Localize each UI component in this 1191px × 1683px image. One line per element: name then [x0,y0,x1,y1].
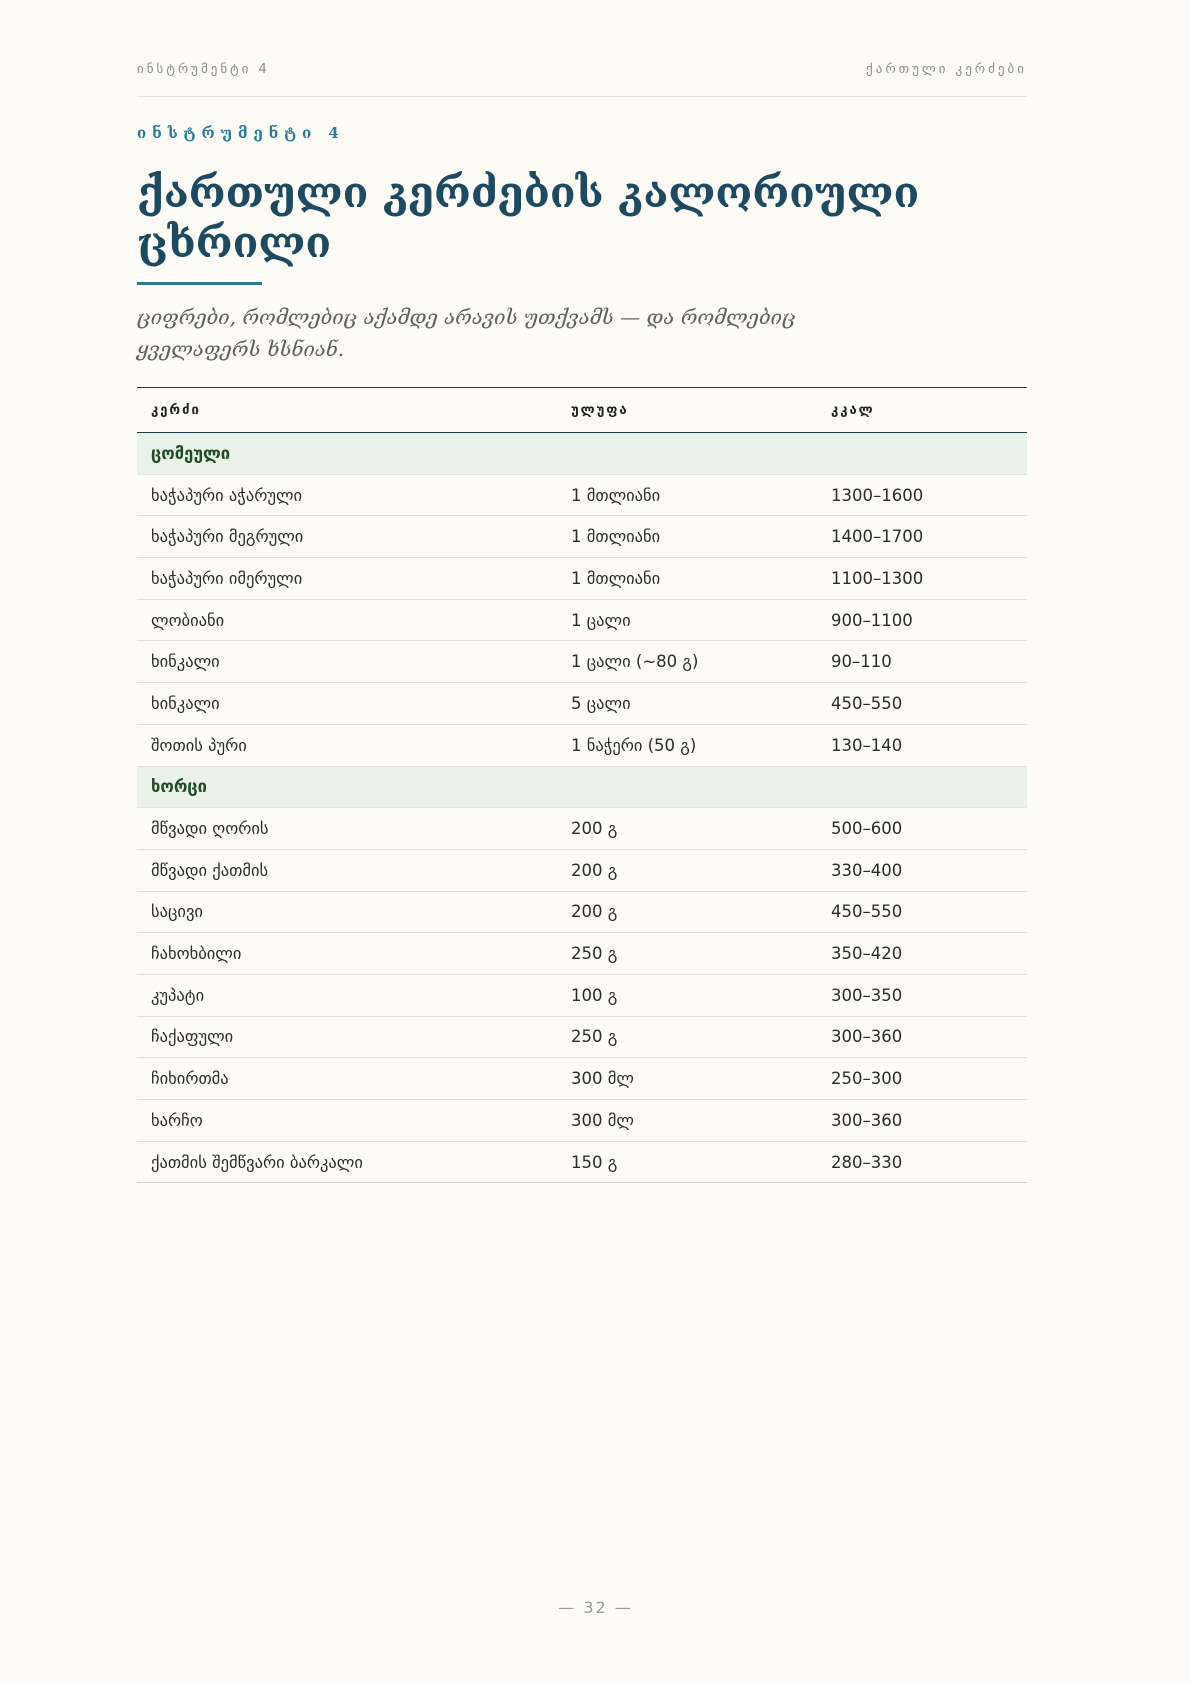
kcal-cell: 1300–1600 [817,474,1027,516]
page-title: ქართული კერძების კალორიული ცხრილი [137,168,920,267]
dish-cell: ქათმის შემწვარი ბარკალი [137,1141,557,1183]
portion-cell: 1 მთლიანი [557,474,817,516]
table-row [137,599,1027,641]
dish-cell: ხაჭაპური აჭარული [137,474,557,516]
table-row [137,1058,1027,1100]
table-row [137,558,1027,600]
kcal-cell: 300–360 [817,1016,1027,1058]
dish-cell: ხინკალი [137,641,557,683]
table-row [137,641,1027,683]
portion-cell: 250 გ [557,1016,817,1058]
page-number: — 32 — [558,1598,633,1617]
table-row [137,1141,1027,1183]
table-row [137,891,1027,933]
dish-cell: ჩახოხბილი [137,933,557,975]
group-row [137,433,1027,475]
portion-cell: 300 მლ [557,1058,817,1100]
kcal-cell: 450–550 [817,891,1027,933]
table-row [137,933,1027,975]
portion-cell: 200 გ [557,849,817,891]
kcal-cell: 300–360 [817,1100,1027,1142]
table-row [137,808,1027,850]
dish-cell: ჩიხირთმა [137,1058,557,1100]
table-row [137,516,1027,558]
table-row [137,683,1027,725]
portion-cell: 200 გ [557,891,817,933]
column-header-kcal: კკალ [817,388,1027,433]
portion-cell: 1 მთლიანი [557,516,817,558]
kcal-cell: 280–330 [817,1141,1027,1183]
portion-cell: 1 ნაჭერი (50 გ) [557,724,817,766]
kcal-cell: 90–110 [817,641,1027,683]
table-row [137,849,1027,891]
dish-cell: ჩაქაფული [137,1016,557,1058]
kcal-cell: 1100–1300 [817,558,1027,600]
portion-cell: 250 გ [557,933,817,975]
title-underline [137,282,262,285]
section-kicker: ინსტრუმენტი 4 [137,124,345,142]
kcal-cell: 450–550 [817,683,1027,725]
column-header-portion: ულუფა [557,388,817,433]
running-header-right: ქართული კერძები [866,62,1027,77]
portion-cell: 1 ცალი (~80 გ) [557,641,817,683]
dish-cell: კუპატი [137,974,557,1016]
portion-cell: 1 ცალი [557,599,817,641]
table-row [137,1100,1027,1142]
running-header-left: ინსტრუმენტი 4 [137,62,270,77]
portion-cell: 300 მლ [557,1100,817,1142]
kcal-cell: 130–140 [817,724,1027,766]
portion-cell: 200 გ [557,808,817,850]
dish-cell: ხაჭაპური იმერული [137,558,557,600]
kcal-cell: 500–600 [817,808,1027,850]
main-content [137,124,1027,1183]
kcal-cell: 1400–1700 [817,516,1027,558]
group-label: ცომეული [137,433,1027,475]
table-header-row [137,388,1027,433]
column-header-dish: კერძი [137,388,557,433]
dish-cell: მწვადი ქათმის [137,849,557,891]
dish-cell: საცივი [137,891,557,933]
portion-cell: 1 მთლიანი [557,558,817,600]
kcal-cell: 900–1100 [817,599,1027,641]
kcal-cell: 300–350 [817,974,1027,1016]
kcal-cell: 250–300 [817,1058,1027,1100]
table-row [137,1016,1027,1058]
kcal-cell: 350–420 [817,933,1027,975]
dish-cell: ხინკალი [137,683,557,725]
running-header [137,60,1027,97]
dish-cell: შოთის პური [137,724,557,766]
portion-cell: 100 გ [557,974,817,1016]
dish-cell: ხაჭაპური მეგრული [137,516,557,558]
table-row [137,724,1027,766]
group-label: ხორცი [137,766,1027,808]
kcal-cell: 330–400 [817,849,1027,891]
portion-cell: 5 ცალი [557,683,817,725]
table-row [137,974,1027,1016]
table-body [137,433,1027,1183]
dish-cell: ლობიანი [137,599,557,641]
calorie-table [137,387,1027,1183]
table-row [137,474,1027,516]
dish-cell: მწვადი ღორის [137,808,557,850]
page-subtitle: ციფრები, რომლებიც აქამდე არავის უთქვამს — და რომლებიც ყველაფერს ხსნიან. [137,305,796,361]
group-row [137,766,1027,808]
table-head [137,388,1027,433]
portion-cell: 150 გ [557,1141,817,1183]
dish-cell: ხარჩო [137,1100,557,1142]
